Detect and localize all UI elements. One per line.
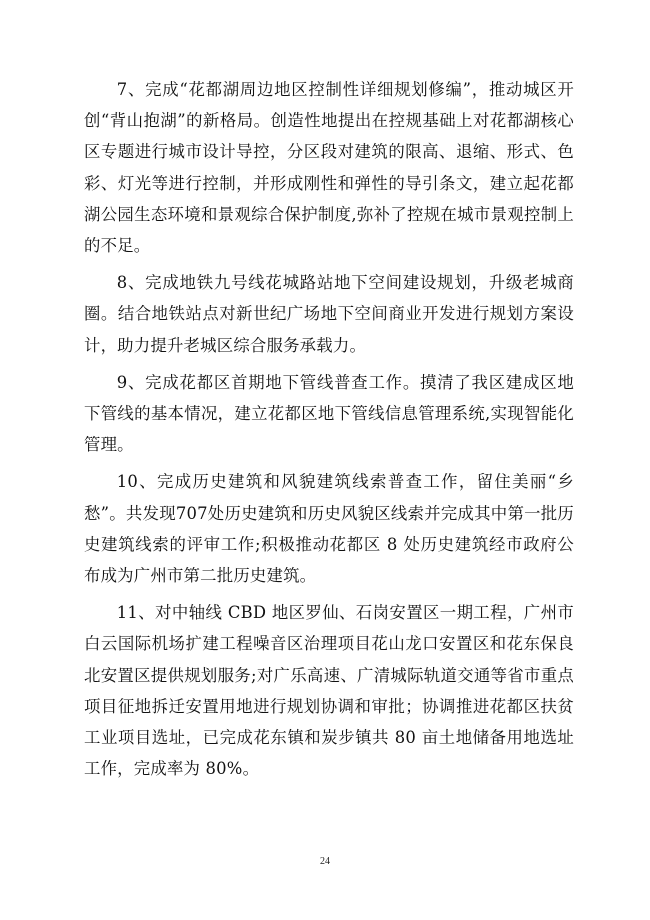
paragraph-item-10: 10、完成历史建筑和风貌建筑线索普查工作，留住美丽“乡愁”。共发现707处历史建筑和历史风貌区线索并完成其中第一批历史建筑线索的评审工作;积极推动花都区 8 处历史建筑经市政府公布成为广州市第二批历史建筑。	[84, 472, 574, 586]
paragraph-item-8: 8、完成地铁九号线花城路站地下空间建设规划，升级老城商圈。结合地铁站点对新世纪广场地下空间商业开发进行规划方案设计，助力提升老城区综合服务承载力。	[84, 273, 574, 355]
paragraph-item-9: 9、完成花都区首期地下管线普查工作。摸清了我区建成区地下管线的基本情况，建立花都区地下管线信息管理系统,实现智能化管理。	[84, 372, 574, 455]
paragraph-item-11: 11、对中轴线 CBD 地区罗仙、石岗安置区一期工程，广州市白云国际机场扩建工程噪音区治理项目花山龙口安置区和花东保良北安置区提供规划服务;对广乐高速、广清城际轨道交通等省市重点项目征地拆迁安置用地进行规划协调和审批；协调推进花都区扶贫工业项目选址，已完成花东镇和炭步镇共 80 亩土地储备用地选址工作，完成率为 80%。	[84, 603, 574, 779]
document-body	[84, 74, 574, 790]
paragraph-item-7: 7、完成“花都湖周边地区控制性详细规划修编”，推动城区开创“背山抱湖”的新格局。创造性地提出在控规基础上对花都湖核心区专题进行城市设计导控，分区段对建筑的限高、退缩、形式、色彩、灯光等进行控制，并形成刚性和弹性的导引条文，建立起花都湖公园生态环境和景观综合保护制度,弥补了控规在城市景观控制上的不足。	[84, 80, 574, 256]
page-number: 24	[320, 856, 330, 867]
